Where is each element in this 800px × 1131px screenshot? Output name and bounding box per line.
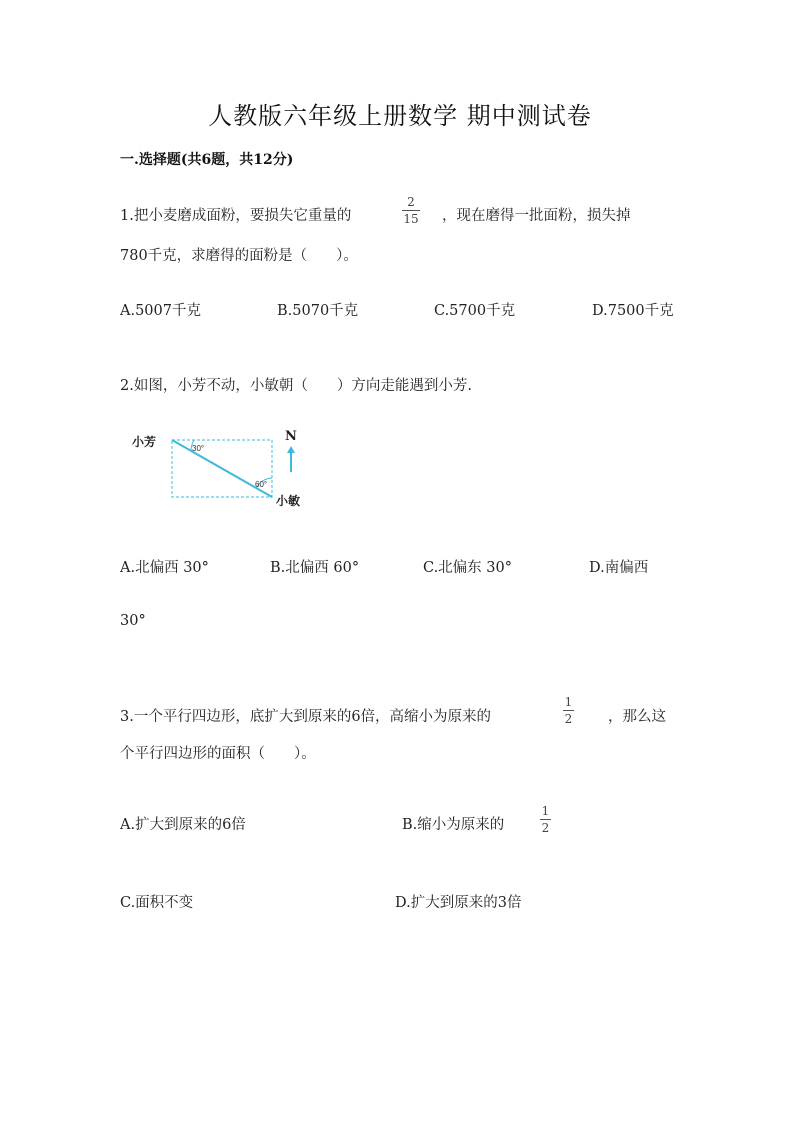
q1-text-line2: 780千克，求磨得的面粉是（ ）。 xyxy=(120,248,358,264)
figure-label-xiaofang: 小芳 xyxy=(132,435,157,449)
q1-frac-denominator: 15 xyxy=(403,212,419,226)
q2-text: 2.如图，小芳不动，小敏朝（ ）方向走能遇到小芳. xyxy=(120,378,472,394)
q3-option-d: D.扩大到原来的3倍 xyxy=(395,895,522,911)
q1-option-b: B.5070千克 xyxy=(277,303,359,319)
q3-option-b-frac-bar xyxy=(540,819,551,820)
q1-fraction xyxy=(402,195,420,226)
q3-frac-bar xyxy=(563,710,574,711)
q3-frac-denominator: 2 xyxy=(564,712,573,726)
q3-fraction xyxy=(563,695,574,726)
q3-option-a: A.扩大到原来的6倍 xyxy=(120,817,246,833)
q3-text-line2: 个平行四边形的面积（ ）。 xyxy=(120,746,316,762)
q3-option-c: C.面积不变 xyxy=(120,895,194,911)
q1-option-c: C.5700千克 xyxy=(434,303,516,319)
q3-option-b-fraction xyxy=(540,804,551,835)
q3-option-b-frac-numerator: 1 xyxy=(541,804,550,818)
q3-option-b: B.缩小为原来的 xyxy=(402,817,505,833)
q2-option-c: C.北偏东 30° xyxy=(423,560,512,576)
q1-text-after: ，现在磨得一批面粉，损失掉 xyxy=(442,208,631,224)
q1-option-a: A.5007千克 xyxy=(120,303,201,319)
figure-angle-b-label: 60° xyxy=(255,480,268,489)
direction-figure-svg xyxy=(120,420,320,520)
figure-north-arrow-head xyxy=(287,446,295,453)
section-heading: 一.选择题(共6题，共12分) xyxy=(120,152,294,168)
q3-text-before: 3.一个平行四边形，底扩大到原来的6倍，高缩小为原来的 xyxy=(120,709,492,725)
q2-option-a: A.北偏西 30° xyxy=(120,560,209,576)
page-title: 人教版六年级上册数学 期中测试卷 xyxy=(208,102,592,130)
q3-option-b-frac-denominator: 2 xyxy=(541,821,550,835)
q2-option-d-wrap: 30° xyxy=(120,613,146,629)
direction-figure xyxy=(120,420,320,520)
q3-frac-numerator: 1 xyxy=(564,695,573,709)
figure-label-xiaomin: 小敏 xyxy=(276,494,301,508)
q2-option-d: D.南偏西 xyxy=(589,560,649,576)
q1-option-d: D.7500千克 xyxy=(592,303,674,319)
q1-frac-numerator: 2 xyxy=(407,195,415,209)
q1-frac-bar xyxy=(402,210,420,211)
q3-text-after: ，那么这 xyxy=(608,709,666,725)
figure-angle-a-label: 30° xyxy=(192,444,205,453)
q2-option-b: B.北偏西 60° xyxy=(270,560,360,576)
figure-north-label: N xyxy=(285,429,297,444)
q1-text-before: 1.把小麦磨成面粉，要损失它重量的 xyxy=(120,208,352,224)
